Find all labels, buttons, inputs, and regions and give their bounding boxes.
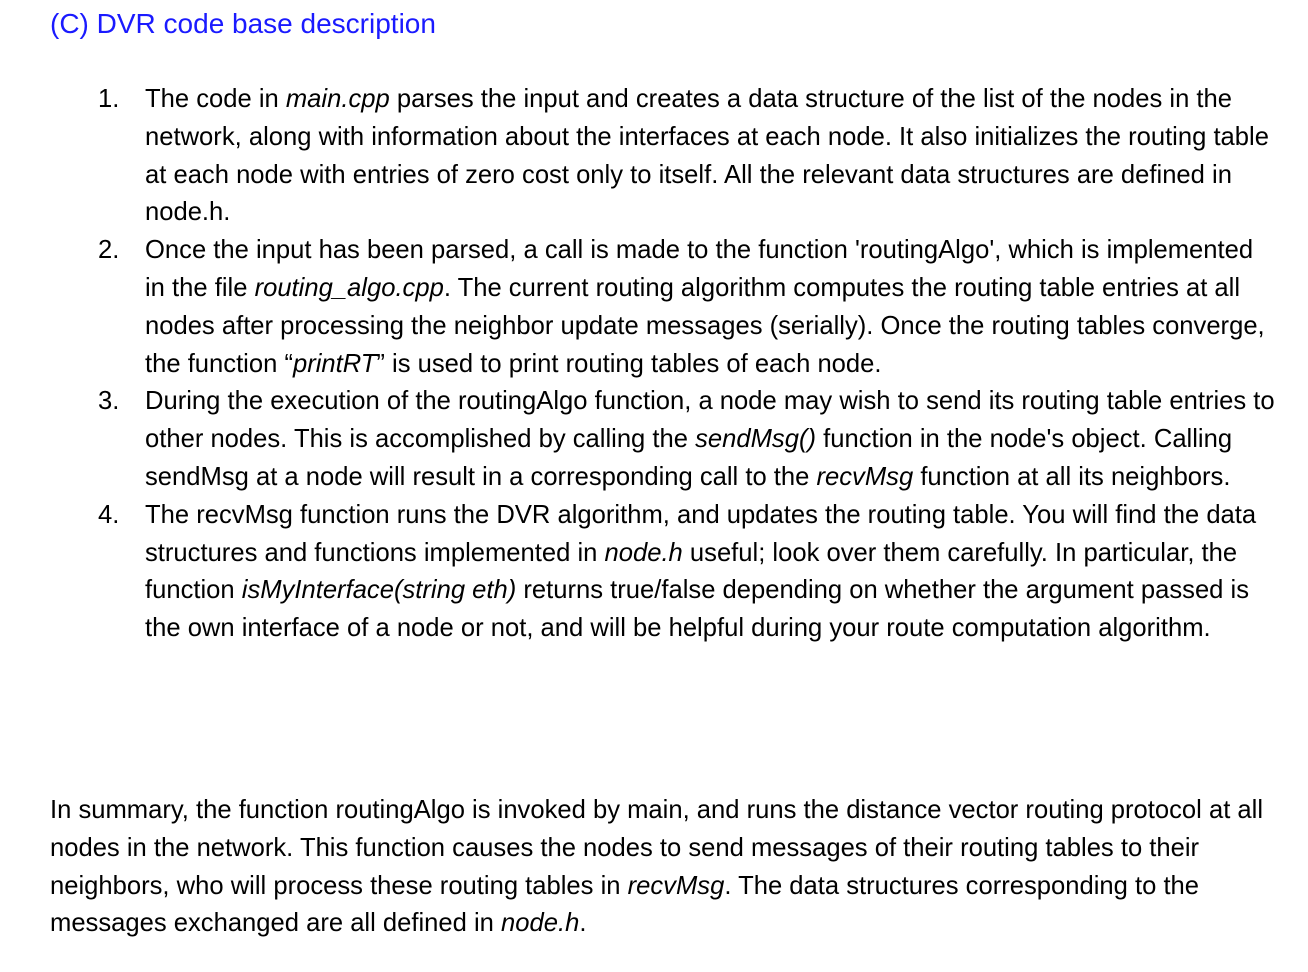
list-item-text	[145, 85, 1269, 226]
text-run: . The current routing algorithm computes the routing table entries at all nodes after processing the neighbor update messages (serially). Once the routing tables converge, the function “	[145, 273, 1265, 378]
text-run: In summary, the function routingAlgo is invoked by main, and runs the distance vector routing protocol at all nodes in the network. This function causes the nodes to send messages of their routing tables to their neighbors, who will process these routing tables in	[50, 796, 1264, 900]
code-filename: main.cpp	[285, 85, 390, 113]
text-run: The recvMsg function runs the DVR algorithm, and updates the routing table. You will find the data structures and functions implemented in	[145, 500, 1257, 567]
text-run: During the execution of the routingAlgo function, a node may wish to send its routing table entries to other nodes. This is accomplished by calling the	[145, 387, 1275, 454]
code-function: recvMsg	[627, 871, 725, 900]
code-function: printRT	[292, 349, 377, 378]
description-list	[98, 81, 1278, 648]
section-heading: (C) DVR code base description	[50, 8, 436, 39]
code-function: isMyInterface(string eth)	[241, 576, 517, 605]
list-item	[98, 232, 1278, 383]
text-run: The code in	[145, 85, 286, 113]
text-run: returns true/false depending on whether the argument passed is the own interface of a node or not, and will be helpful during your route computation algorithm.	[145, 576, 1250, 643]
code-function: sendMsg()	[695, 425, 816, 454]
list-item-number: 4.	[98, 500, 120, 529]
code-function: recvMsg	[816, 462, 914, 491]
text-run: parses the input and creates a data structure of the list of the nodes in the network, along with information about the interfaces at each node. It also initializes the routing table at each node with entries of zero cost only to itself. All the relevant data structures are defined in node.h.	[145, 85, 1269, 227]
list-item-number: 2.	[98, 236, 120, 265]
text-run: function in the node's object. Calling sendMsg at a node will result in a corresponding call to the	[145, 425, 1233, 491]
summary-paragraph	[50, 792, 1280, 943]
text-run: useful; look over them carefully. In particular, the function	[145, 538, 1238, 605]
text-run: .	[579, 909, 587, 938]
code-filename: node.h	[501, 909, 580, 938]
text-run: ” is used to print routing tables of each node.	[376, 349, 882, 378]
list-item	[98, 497, 1278, 648]
list-item	[98, 383, 1278, 496]
list-item-text	[145, 236, 1265, 377]
list-item-text	[145, 501, 1256, 642]
text-run: Once the input has been parsed, a call is made to the function 'routingAlgo', which is implemented in the file	[145, 236, 1254, 302]
code-filename: node.h	[604, 538, 683, 567]
list-item	[98, 81, 1278, 232]
list-item-text	[145, 387, 1275, 491]
text-run: function at all its neighbors.	[913, 462, 1231, 491]
text-run: . The data structures corresponding to the messages exchanged are all defined in	[50, 871, 1200, 938]
code-filename: routing_algo.cpp	[254, 273, 444, 302]
list-item-number: 3.	[98, 387, 120, 416]
list-item-number: 1.	[98, 85, 120, 113]
